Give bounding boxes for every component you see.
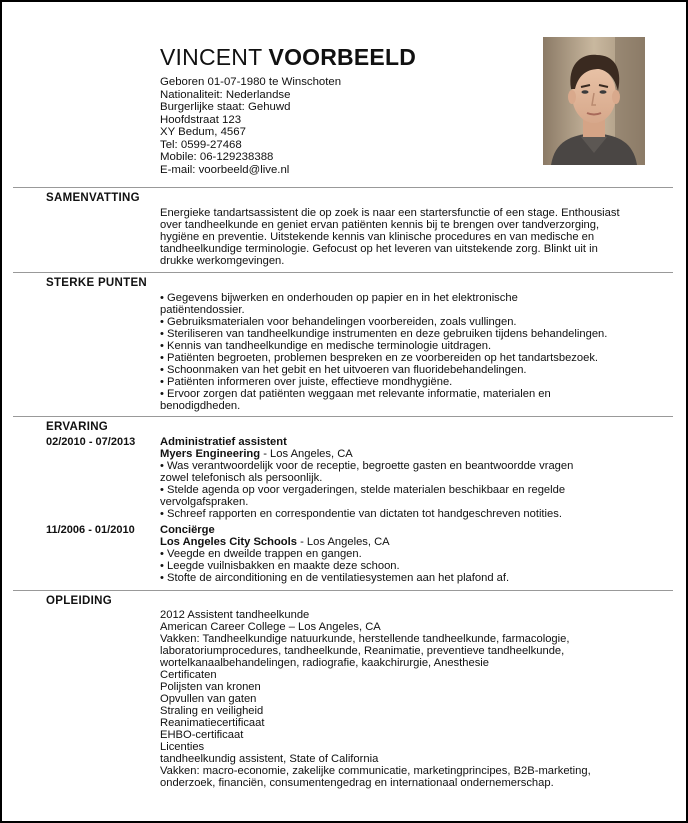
education-line: Licenties bbox=[160, 741, 205, 753]
education-line: Certificaten bbox=[160, 669, 217, 681]
education-text bbox=[160, 609, 640, 789]
job-dates: 11/2006 - 01/2010 bbox=[46, 524, 135, 536]
mobile: Mobile: 06-129238388 bbox=[160, 151, 274, 163]
section-title-experience: ERVARING bbox=[46, 421, 109, 433]
street-address: Hoofdstraat 123 bbox=[160, 113, 242, 126]
job-bullet: vervolgafspraken. bbox=[160, 496, 249, 508]
strength-item: patiëntendossier. bbox=[160, 304, 245, 316]
candidate-name bbox=[160, 44, 416, 71]
job-dates: 02/2010 - 07/2013 bbox=[46, 436, 136, 448]
contact-details bbox=[160, 76, 341, 176]
summary-line: drukke werkomgevingen. bbox=[160, 255, 285, 267]
email: E-mail: voorbeeld@live.nl bbox=[160, 163, 290, 176]
job-company bbox=[160, 448, 640, 460]
phone: Tel: 0599-27468 bbox=[160, 138, 242, 151]
company-location: - Los Angeles, CA bbox=[260, 448, 353, 460]
marital-status: Burgerlijke staat: Gehuwd bbox=[160, 101, 291, 113]
section-title-education: OPLEIDING bbox=[46, 595, 112, 607]
section-title-strengths: STERKE PUNTEN bbox=[46, 277, 148, 289]
job-bullet: • Was verantwoordelijk voor de receptie, begroette gasten en beantwoordde vragen bbox=[160, 460, 574, 472]
strength-item: • Gegevens bijwerken en onderhouden op papier en in het elektronische bbox=[160, 292, 518, 304]
education-line: Straling en veiligheid bbox=[160, 705, 264, 717]
job-entry bbox=[160, 436, 640, 520]
education-line: Opvullen van gaten bbox=[160, 693, 257, 705]
job-bullet: • Schreef rapporten en correspondentie van dictaten tot handgeschreven notities. bbox=[160, 508, 562, 520]
company-name: Los Angeles City Schools bbox=[160, 536, 297, 548]
last-name: VOORBEELD bbox=[268, 44, 417, 70]
nationality: Nationaliteit: Nederlandse bbox=[160, 88, 291, 101]
postal-city: XY Bedum, 4567 bbox=[160, 126, 246, 138]
education-line: 2012 Assistent tandheelkunde bbox=[160, 609, 310, 621]
divider-experience bbox=[13, 416, 673, 417]
divider-summary bbox=[13, 187, 673, 188]
job-bullet: • Leegde vuilnisbakken en maakte deze schoon. bbox=[160, 560, 400, 572]
education-line: laboratoriumprocedures, tandheelkunde, Reanimatie, preventieve tandheelkunde, bbox=[160, 645, 565, 657]
summary-line: tandheelkundige terminologie. Gefocust op het leveren van uitstekende zorg. Blinkt uit in bbox=[160, 243, 598, 255]
job-bullet: • Stelde agenda op voor vergaderingen, stelde materialen beschikbaar en regelde bbox=[160, 484, 566, 496]
job-title: Conciërge bbox=[160, 524, 215, 536]
strength-item: • Ervoor zorgen dat patiënten weggaan met relevante informatie, materialen en bbox=[160, 388, 551, 400]
profile-photo bbox=[543, 37, 645, 165]
strength-item: • Schoonmaken van het gebit en het uitvoeren van fluoridebehandelingen. bbox=[160, 364, 527, 376]
job-entry bbox=[160, 524, 640, 584]
education-line: wortelkanaalbehandelingen, radiografie, kaakchirurgie, Anesthesie bbox=[160, 657, 490, 669]
summary-line: hygiëne en preventie. Uitstekende kennis van klinische procedures en van medische en bbox=[160, 231, 595, 243]
education-line: Vakken: macro-economie, zakelijke communicatie, marketingprincipes, B2B-marketing, bbox=[160, 765, 591, 777]
strengths-list bbox=[160, 292, 640, 412]
portrait-image bbox=[543, 37, 645, 165]
job-bullet: • Veegde en dweilde trappen en gangen. bbox=[160, 548, 362, 560]
job-company bbox=[160, 536, 640, 548]
birth-info: Geboren 01-07-1980 te Winschoten bbox=[160, 76, 342, 88]
company-name: Myers Engineering bbox=[160, 448, 261, 460]
job-title: Administratief assistent bbox=[160, 436, 287, 448]
strength-item: • Patiënten informeren over juiste, effectieve mondhygiëne. bbox=[160, 376, 453, 388]
divider-strengths bbox=[13, 272, 673, 273]
strength-item: • Gebruiksmaterialen voor behandelingen voorbereiden, zoals vullingen. bbox=[160, 316, 517, 328]
job-bullet: zowel telefonisch als persoonlijk. bbox=[160, 472, 323, 484]
summary-text bbox=[160, 207, 640, 267]
education-line: tandheelkundig assistent, State of California bbox=[160, 753, 379, 765]
strength-item: • Steriliseren van tandheelkundige instrumenten en deze gebruiken tijdens behandelingen. bbox=[160, 328, 608, 340]
first-name: VINCENT bbox=[160, 44, 262, 70]
strength-item: benodigdheden. bbox=[160, 400, 241, 412]
education-line: American Career College – Los Angeles, CA bbox=[160, 621, 381, 633]
section-title-summary: SAMENVATTING bbox=[46, 192, 140, 204]
strength-item: • Kennis van tandheelkundige en medische terminologie uitdragen. bbox=[160, 340, 492, 352]
strength-item: • Patiënten begroeten, problemen bespreken en ze voorbereiden op het tandartsbezoek. bbox=[160, 352, 599, 364]
job-bullet: • Stofte de airconditioning en de ventilatiesystemen aan het plafond af. bbox=[160, 572, 510, 584]
summary-line: over tandheelkunde en geniet ervan patiënten kennis bij te brengen over tandverzorging, bbox=[160, 219, 600, 231]
education-line: Vakken: Tandheelkundige natuurkunde, herstellende tandheelkunde, farmacologie, bbox=[160, 633, 570, 645]
company-location: - Los Angeles, CA bbox=[296, 536, 390, 548]
divider-education bbox=[13, 590, 673, 591]
education-line: EHBO-certificaat bbox=[160, 729, 244, 741]
education-line: Polijsten van kronen bbox=[160, 681, 261, 693]
education-line: Reanimatiecertificaat bbox=[160, 717, 265, 729]
summary-line: Energieke tandartsassistent die op zoek is naar een startersfunctie of een stage. Enthousiast bbox=[160, 207, 620, 219]
education-line: onderzoek, financiën, consumentengedrag en internationaal ondernemerschap. bbox=[160, 777, 554, 789]
